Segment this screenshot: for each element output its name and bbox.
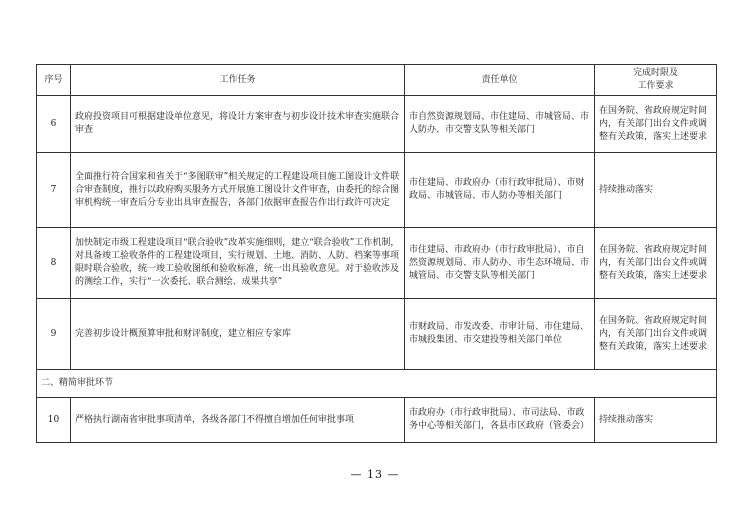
row-number: 6 — [37, 96, 71, 153]
section-row — [37, 370, 717, 398]
row-task: 政府投资项目可根据建设单位意见，将设计方案审查与初步设计技术审查实施联合审查 — [71, 96, 405, 153]
table-row — [37, 153, 717, 228]
header-seq: 序号 — [37, 65, 71, 96]
row-requirement: 持续推动落实 — [595, 398, 717, 443]
row-number: 7 — [37, 153, 71, 228]
table-row — [37, 299, 717, 370]
header-req: 完成时限及 工作要求 — [595, 65, 717, 96]
row-unit: 市财政局、市发改委、市审计局、市住建局、市城投集团、市交建投等相关部门单位 — [405, 299, 595, 370]
row-unit: 市自然资源规划局、市住建局、市城管局、市人防办、市交警支队等相关部门 — [405, 96, 595, 153]
row-task: 加快制定市级工程建设项目“联合验收”改革实施细则，建立“联合验收”工作机制，对具备竣工验收条件的工程建设项目，实行规划、土地、消防、人防、档案等事项限时联合验收，统一竣工验收图纸和验收标准，统一出具验收意见。对于验收涉及的测绘工作，实行“一次委托、联合测绘、成果共享” — [71, 228, 405, 299]
table-row — [37, 398, 717, 443]
page-number: — 13 — — [350, 468, 400, 481]
row-requirement: 在国务院、省政府规定时间内，有关部门出台文件或调整有关政策，落实上述要求 — [595, 96, 717, 153]
row-unit: 市住建局、市政府办（市行政审批局）、市财政局、市城管局、市人防办等相关部门 — [405, 153, 595, 228]
row-requirement: 在国务院、省政府规定时间内，有关部门出台文件或调整有关政策，落实上述要求 — [595, 299, 717, 370]
task-table — [36, 64, 717, 443]
section-title: 二、精简审批环节 — [37, 370, 717, 398]
table-row — [37, 96, 717, 153]
header-unit: 责任单位 — [405, 65, 595, 96]
row-requirement: 持续推动落实 — [595, 153, 717, 228]
row-unit: 市住建局、市政府办（市行政审批局）、市自然资源规划局、市人防办、市生态环境局、市城管局、市交警支队等相关部门 — [405, 228, 595, 299]
row-number: 10 — [37, 398, 71, 443]
row-number: 8 — [37, 228, 71, 299]
row-task: 全面推行符合国家和省关于“多图联审”相关规定的工程建设项目施工图设计文件联合审查制度，推行以政府购买服务方式开展施工图设计文件审查，由委托的综合图审机构统一审查后分专业出具审查报告，各部门依据审查报告作出行政许可决定 — [71, 153, 405, 228]
row-number: 9 — [37, 299, 71, 370]
row-unit: 市政府办（市行政审批局）、市司法局、市政务中心等相关部门，各县市区政府（管委会） — [405, 398, 595, 443]
header-task: 工作任务 — [71, 65, 405, 96]
row-requirement: 在国务院、省政府规定时间内，有关部门出台文件或调整有关政策，落实上述要求 — [595, 228, 717, 299]
table-row — [37, 228, 717, 299]
table-header-row — [37, 65, 717, 96]
row-task: 严格执行湖南省审批事项清单，各级各部门不得擅自增加任何审批事项 — [71, 398, 405, 443]
row-task: 完善初步设计概预算审批和财评制度，建立相应专家库 — [71, 299, 405, 370]
